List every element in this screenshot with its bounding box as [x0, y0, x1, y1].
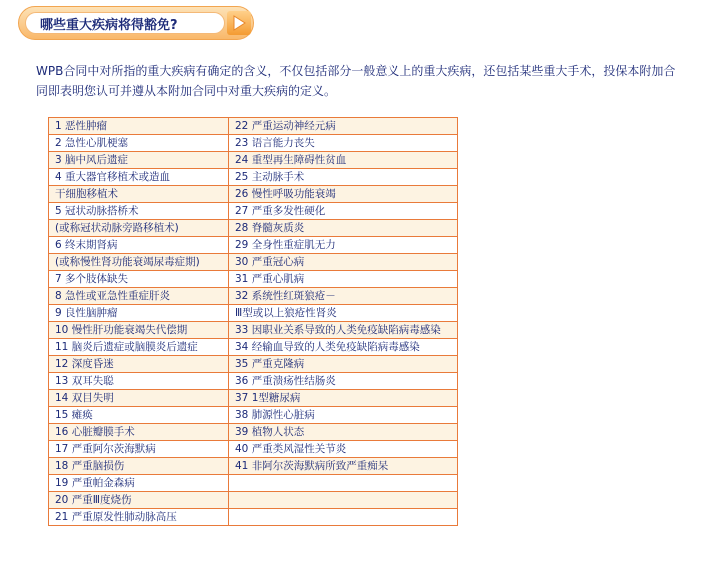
table-row	[49, 509, 458, 526]
disease-cell-left: 19 严重帕金森病	[49, 475, 229, 492]
disease-cell-left: 13 双耳失聪	[49, 373, 229, 390]
disease-cell-left: 10 慢性肝功能衰竭失代偿期	[49, 322, 229, 339]
table-row	[49, 373, 458, 390]
disease-cell-left: 21 严重原发性肺动脉高压	[49, 509, 229, 526]
table-row	[49, 492, 458, 509]
disease-cell-left: 11 脑炎后遗症或脑膜炎后遗症	[49, 339, 229, 356]
table-row	[49, 305, 458, 322]
play-arrow-icon[interactable]	[227, 11, 251, 35]
disease-cell-left: 20 严重Ⅲ度烧伤	[49, 492, 229, 509]
disease-cell-right: 34 经输血导致的人类免疫缺陷病毒感染	[229, 339, 458, 356]
intro-paragraph: WPB合同中对所指的重大疾病有确定的含义，不仅包括部分一般意义上的重大疾病，还包括某些重大手术，投保本附加合同即表明您认可并遵从本附加合同中对重大疾病的定义。	[36, 64, 676, 98]
disease-cell-left: (或称冠状动脉旁路移植术)	[49, 220, 229, 237]
table-row	[49, 407, 458, 424]
disease-cell-right: 29 全身性重症肌无力	[229, 237, 458, 254]
disease-cell-left: 1 恶性肿瘤	[49, 118, 229, 135]
disease-cell-right: 23 语言能力丧失	[229, 135, 458, 152]
disease-cell-left: 4 重大器官移植术或造血	[49, 169, 229, 186]
table-row	[49, 390, 458, 407]
disease-cell-right: 37 1型糖尿病	[229, 390, 458, 407]
disease-cell-right: 41 非阿尔茨海默病所致严重痴呆	[229, 458, 458, 475]
table-row	[49, 237, 458, 254]
disease-cell-left: 17 严重阿尔茨海默病	[49, 441, 229, 458]
disease-cell-right	[229, 509, 458, 526]
table-row	[49, 322, 458, 339]
table-row	[49, 271, 458, 288]
disease-cell-right: 36 严重溃疡性结肠炎	[229, 373, 458, 390]
disease-cell-right: 31 严重心肌病	[229, 271, 458, 288]
disease-cell-left: 15 瘫痪	[49, 407, 229, 424]
disease-cell-left: 12 深度昏迷	[49, 356, 229, 373]
table-row	[49, 356, 458, 373]
table-row	[49, 135, 458, 152]
disease-cell-left: 5 冠状动脉搭桥术	[49, 203, 229, 220]
disease-cell-left: 14 双目失明	[49, 390, 229, 407]
section-title-banner	[18, 6, 254, 40]
disease-cell-right: 25 主动脉手术	[229, 169, 458, 186]
disease-table	[48, 117, 457, 526]
disease-cell-left: 3 脑中风后遗症	[49, 152, 229, 169]
disease-cell-left: 2 急性心肌梗塞	[49, 135, 229, 152]
disease-cell-right: 27 严重多发性硬化	[229, 203, 458, 220]
disease-cell-left: 9 良性脑肿瘤	[49, 305, 229, 322]
table-row	[49, 475, 458, 492]
table-row	[49, 441, 458, 458]
disease-cell-right: Ⅲ型或以上狼疮性肾炎	[229, 305, 458, 322]
disease-cell-right: 33 因职业关系导致的人类免疫缺陷病毒感染	[229, 322, 458, 339]
disease-cell-right	[229, 492, 458, 509]
disease-cell-left: 16 心脏瓣膜手术	[49, 424, 229, 441]
table-row	[49, 118, 458, 135]
disease-cell-right: 32 系统性红斑狼疮－	[229, 288, 458, 305]
table-row	[49, 254, 458, 271]
table-row	[49, 288, 458, 305]
disease-cell-left: 干细胞移植术	[49, 186, 229, 203]
table-row	[49, 220, 458, 237]
table-row	[49, 203, 458, 220]
disease-cell-right: 24 重型再生障碍性贫血	[229, 152, 458, 169]
disease-cell-right: 26 慢性呼吸功能衰竭	[229, 186, 458, 203]
disease-cell-right: 39 植物人状态	[229, 424, 458, 441]
disease-cell-left: 7 多个肢体缺失	[49, 271, 229, 288]
disease-cell-left: 8 急性或亚急性重症肝炎	[49, 288, 229, 305]
disease-cell-right	[229, 475, 458, 492]
table-row	[49, 152, 458, 169]
disease-cell-right: 30 严重冠心病	[229, 254, 458, 271]
table-row	[49, 169, 458, 186]
disease-cell-right: 35 严重克隆病	[229, 356, 458, 373]
disease-cell-right: 38 肺源性心脏病	[229, 407, 458, 424]
disease-cell-left: (或称慢性肾功能衰竭尿毒症期)	[49, 254, 229, 271]
table-row	[49, 458, 458, 475]
table-row	[49, 424, 458, 441]
table-row	[49, 339, 458, 356]
disease-cell-right: 40 严重类风湿性关节炎	[229, 441, 458, 458]
section-title: 哪些重大疾病将得豁免?	[25, 12, 225, 34]
disease-cell-right: 22 严重运动神经元病	[229, 118, 458, 135]
disease-cell-right: 28 脊髓灰质炎	[229, 220, 458, 237]
disease-cell-left: 18 严重脑损伤	[49, 458, 229, 475]
disease-cell-left: 6 终末期肾病	[49, 237, 229, 254]
table-row	[49, 186, 458, 203]
disease-table-body	[49, 118, 458, 526]
